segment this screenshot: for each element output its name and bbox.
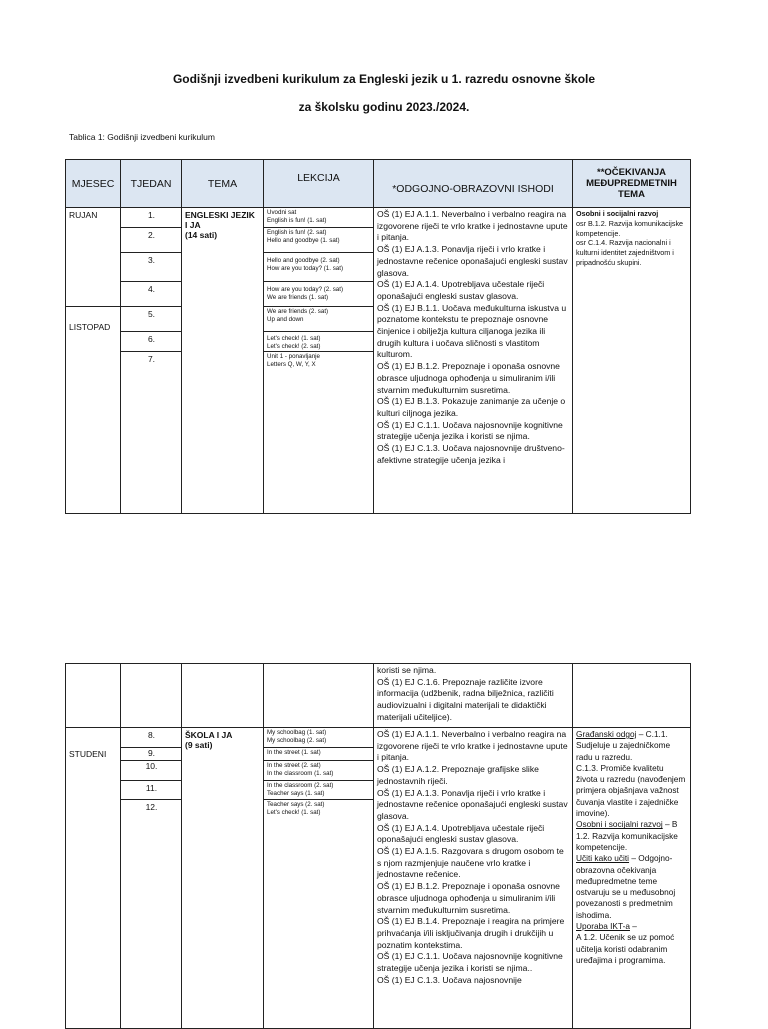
outcome: OŠ (1) EJ B.1.4. Prepoznaje i reagira na primjere prihvaćanja i/ili isključivanja drugih i drukčijih u poznatim kontekstima. [377, 916, 565, 950]
outcome: OŠ (1) EJ B.1.2. Prepoznaje i oponaša osnovne obrasce uljudnoga ophođenja u simuliranim i/ili stvarnim međukulturnim susretima. [377, 361, 560, 395]
outcome: OŠ (1) EJ B.1.1. Uočava međukulturna iskustva u poznatome kontekstu te prepoznaje osnovne činjenice i obilježja kultura ciljanoga jezika ili drugih kultura i uočava sličnosti s vlastitom kulturom. [377, 302, 567, 360]
lesson-item: In the street (2. sat) In the classroom (1. sat) [264, 761, 374, 781]
outcome: OŠ (1) EJ C.1.6. Prepoznaje različite izvore informacija (udžbenik, radna bilježnica, različiti audiovizualni i digitalni materijali te didaktički materijali učiteljice). [377, 676, 554, 722]
month-cell [66, 208, 121, 514]
outcomes-list [374, 728, 572, 987]
cross-curricular-list [573, 208, 690, 269]
table-caption: Tablica 1: Godišnji izvedbeni kurikulum [69, 132, 215, 142]
med-item: osr C.1.4. Razvija nacionalni i kulturni identitet zajedništvom i pripadnošću skupini. [576, 238, 674, 267]
ocekivanja-cell [573, 728, 691, 1029]
lesson-item: In the street (1. sat) [264, 748, 374, 761]
lekcija-cell [264, 728, 374, 1029]
tema-skola-i-ja: ŠKOLA I JA (9 sati) [185, 730, 233, 750]
med-gradjanski-c13: C.1.3. Promiče kvalitetu života u razredu (navođenjem primjera objašnjava važnost čuvanja vlastite i zajedničke imovine). [576, 762, 686, 819]
outcome: OŠ (1) EJ B.1.3. Pokazuje zanimanje za učenje o kulturi ciljnoga jezika. [377, 396, 566, 418]
header-mjesec: MJESEC [66, 160, 121, 208]
week-number: 8. [121, 728, 182, 748]
week-number: 10. [121, 761, 182, 781]
header-ishodi: *ODGOJNO-OBRAZOVNI ISHODI [374, 160, 573, 208]
lesson-item: We are friends (2. sat) Up and down [264, 307, 374, 332]
lesson-item: Uvodni sat English is fun! (1. sat) [264, 208, 374, 228]
outcome: OŠ (1) EJ C.1.3. Uočava najosnovnije [377, 974, 522, 985]
med-heading: Osobni i socijalni razvoj [576, 209, 659, 218]
lesson-item: Hello and goodbye (2. sat) How are you today? (1. sat) [264, 253, 374, 282]
lesson-item: Unit 1 - ponavljanje Letters Q, W, Y, X [267, 353, 320, 368]
med-ikt-a12: A 1.2. Učenik se uz pomoć učitelja koristi odabranim uređajima i programima. [576, 932, 675, 965]
header-tjedan: TJEDAN [121, 160, 182, 208]
lesson-item: My schoolbag (1. sat) My schoolbag (2. sat) [264, 728, 374, 748]
outcome: OŠ (1) EJ B.1.2. Prepoznaje i oponaša osnovne obrasce uljudnoga ophođenja u simuliranim i/ili stvarnim međukulturnim susretima. [377, 881, 560, 915]
lesson-item: English is fun! (2. sat) Hello and goodbye (1. sat) [264, 228, 374, 253]
tema-cell [182, 728, 264, 1029]
outcomes-continued [374, 664, 572, 725]
outcome: OŠ (1) EJ A.1.4. Upotrebljava učestale riječi oponašajući engleski sustav glasova. [377, 822, 545, 845]
month-divider [66, 306, 121, 307]
outcome: OŠ (1) EJ A.1.3. Ponavlja riječi i vrlo kratke i jednostavne rečenice oponašajući engleski sustav glasova. [377, 244, 568, 278]
continuation-row [66, 664, 691, 728]
outcome: OŠ (1) EJ C.1.1. Uočava najosnovnije kognitivne strategije učenja jezika i koristi se njima.. [377, 951, 563, 974]
med-gradjanski: Građanski odgoj – C.1.1. Sudjeluje u zajedničkome radu u razredu. [576, 729, 671, 762]
curriculum-table-page2 [65, 663, 691, 1029]
med-osr: Osobni i socijalni razvoj – B 1.2. Razvija komunikacijske kompetencije. [576, 819, 678, 852]
week-number: 1. [121, 208, 182, 228]
lesson-item: In the classroom (2. sat) Teacher says (1. sat) [264, 781, 374, 800]
empty-cell [264, 664, 374, 728]
week-number: 12. [145, 802, 158, 812]
cross-curricular-list [573, 728, 690, 967]
doc-title-line2: za školsku godinu 2023./2024. [298, 100, 470, 114]
outcome: OŠ (1) EJ A.1.4. Upotrebljava učestale riječi oponašajući engleski sustav glasova. [377, 279, 545, 301]
header-ocekivanja: **OČEKIVANJA MEĐUPREDMETNIH TEMA [573, 160, 691, 208]
body-row [66, 208, 691, 514]
outcome: OŠ (1) EJ A.1.5. Razgovara s drugom osobom te s njom razmjenjuje naučene vrlo kratke i jednostavne rečenice. [377, 846, 564, 880]
outcome: koristi se njima. [377, 665, 437, 675]
week-number: 5. [121, 307, 182, 332]
header-tema: TEMA [182, 160, 264, 208]
empty-cell [182, 664, 264, 728]
lesson-item: How are you today? (2. sat) We are friends (1. sat) [264, 282, 374, 307]
outcomes-list [374, 208, 572, 467]
month-studeni: STUDENI [69, 749, 107, 759]
week-number: 11. [121, 781, 182, 800]
header-lekcija: LEKCIJA [264, 160, 374, 208]
outcome: OŠ (1) EJ C.1.1. Uočava najosnovnije kognitivne strategije učenja jezika i koristi se njima. [377, 419, 563, 442]
month-cell [66, 728, 121, 1029]
lekcija-cell [264, 208, 374, 514]
ishodi-cont-cell [374, 664, 573, 728]
curriculum-table-page1 [65, 159, 691, 514]
outcome: OŠ (1) EJ A.1.3. Ponavlja riječi i vrlo kratke i jednostavne rečenice oponašajući engleski sustav glasova. [377, 787, 568, 821]
week-cell [121, 728, 182, 1029]
empty-cell [121, 664, 182, 728]
week-number: 7. [147, 354, 156, 364]
lesson-item: Teacher says (2. sat) Let's check! (1. sat) [267, 801, 325, 816]
outcome: OŠ (1) EJ C.1.3. Uočava najosnovnije društveno-afektivne strategije učenja jezika i [377, 443, 565, 465]
lesson-item: Let's check! (1. sat) Let's check! (2. sat) [264, 332, 374, 352]
outcome: OŠ (1) EJ A.1.1. Neverbalno i verbalno reagira na izgovorene riječi te vrlo kratke i jednostavne upute i pitanja. [377, 729, 568, 763]
med-uku: Učiti kako učiti – Odgojno-obrazovna očekivanja međupredmetne teme ostvaruju se u međusobnoj povezanosti s predmetnim ishodima. [576, 853, 676, 920]
week-cell [121, 208, 182, 514]
ishodi-cell [374, 208, 573, 514]
header-row [66, 160, 691, 208]
outcome: OŠ (1) EJ A.1.1. Neverbalno i verbalno reagira na izgovorene riječi te vrlo kratke i jednostavne upute i pitanja. [377, 209, 568, 243]
ocekivanja-cell [573, 208, 691, 514]
med-item: osr B.1.2. Razvija komunikacijske kompetencije. [576, 218, 684, 238]
body-row-studeni [66, 728, 691, 1029]
month-listopad: LISTOPAD [69, 322, 111, 332]
empty-cell [66, 664, 121, 728]
week-number: 4. [121, 282, 182, 307]
tema-engleski-jezik: ENGLESKI JEZIK I JA (14 sati) [185, 210, 255, 240]
week-number: 3. [121, 253, 182, 282]
tema-cell [182, 208, 264, 514]
empty-cell [573, 664, 691, 728]
week-number: 6. [121, 332, 182, 352]
ishodi-cell [374, 728, 573, 1029]
week-number: 9. [121, 748, 182, 761]
month-rujan: RUJAN [69, 210, 98, 220]
doc-title-line1: Godišnji izvedbeni kurikulum za Engleski jezik u 1. razredu osnovne škole [172, 72, 596, 86]
week-number: 2. [121, 228, 182, 253]
outcome: OŠ (1) EJ A.1.2. Prepoznaje grafijske slike jednostavnih riječi. [377, 764, 539, 786]
med-ikt: Uporaba IKT-a – [576, 921, 637, 932]
